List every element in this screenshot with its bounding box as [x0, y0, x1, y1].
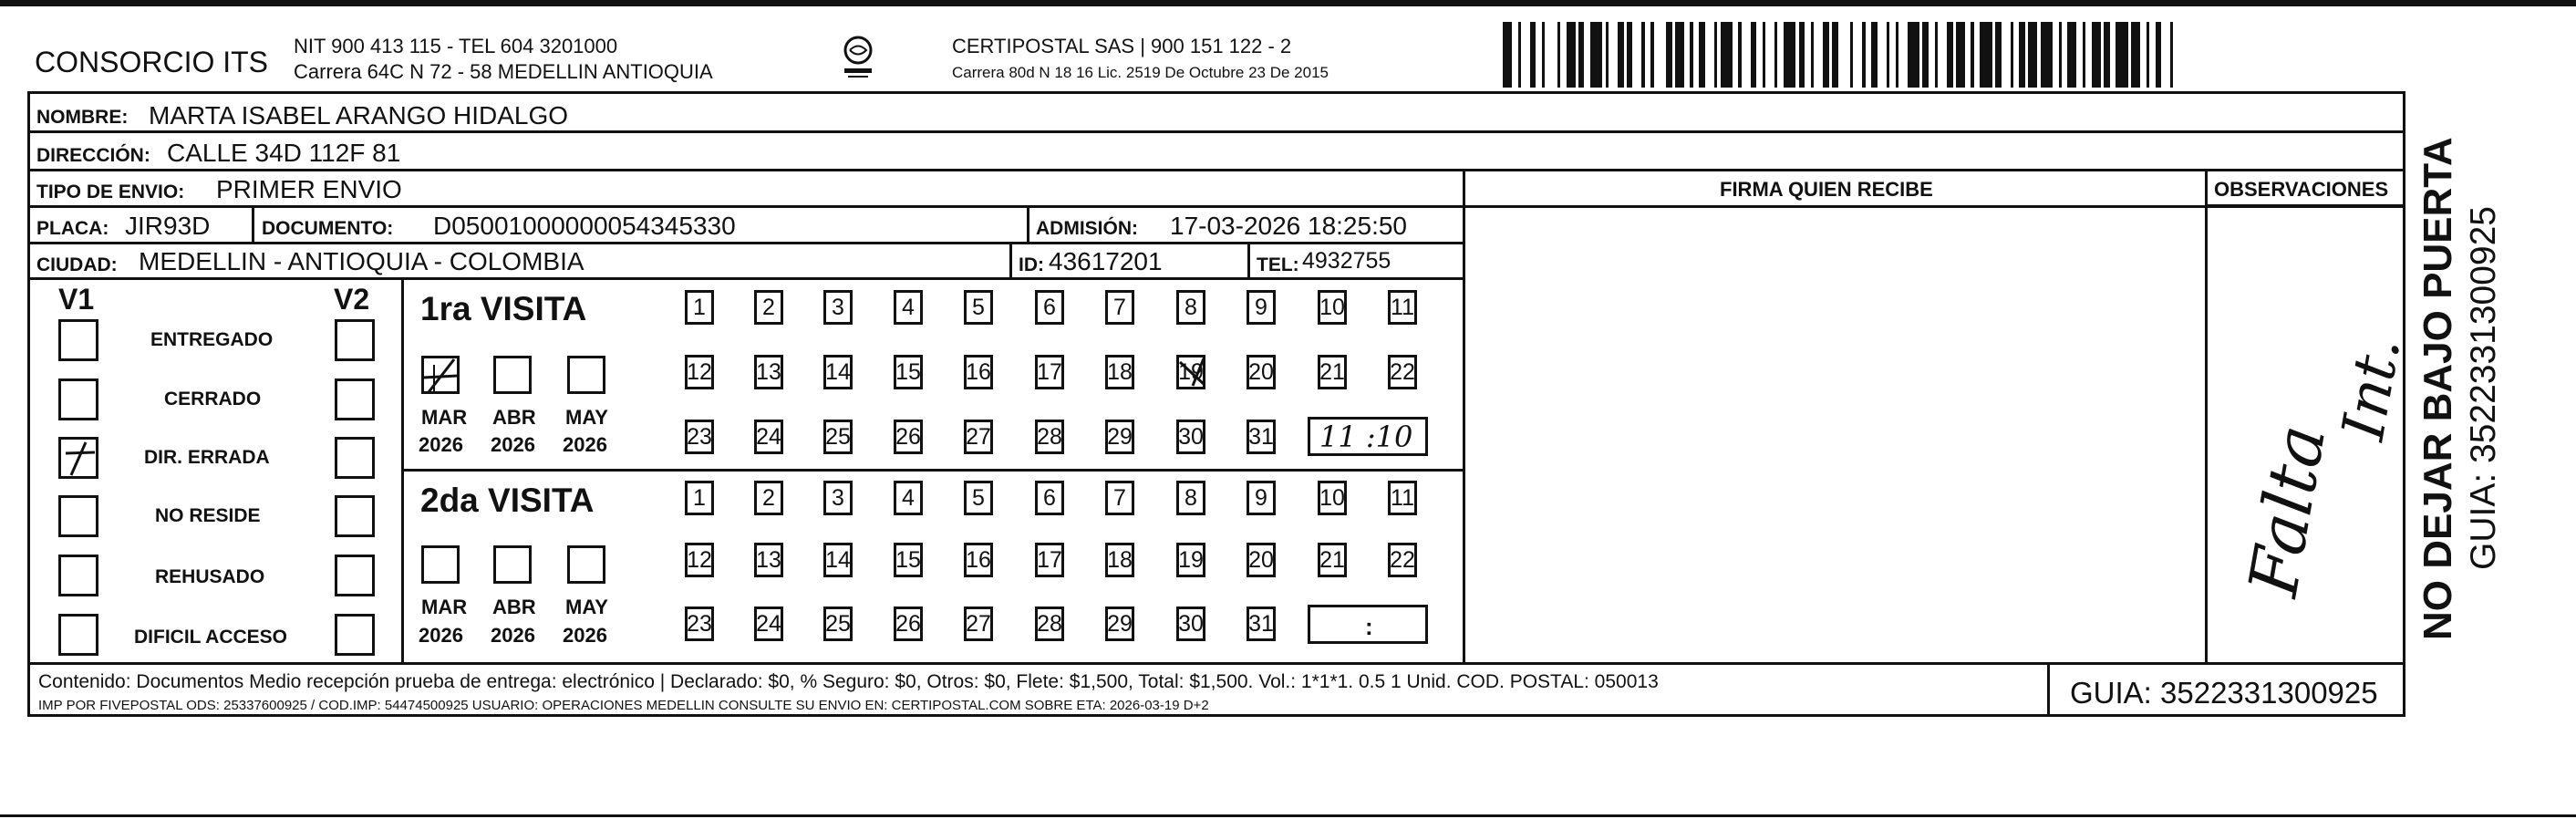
first-month-box-may[interactable] — [567, 356, 605, 394]
second-month-label-may: MAY — [565, 596, 608, 618]
first-visit-day-9[interactable]: 9 — [1247, 290, 1276, 325]
footer-guia: GUIA: 3522331300925 — [2070, 676, 2378, 710]
barcode — [1503, 22, 2179, 88]
second-visit-day-1[interactable]: 1 — [685, 481, 714, 515]
v1-checkbox-rehusado[interactable] — [58, 555, 98, 596]
documento-value: D05001000000054345330 — [433, 212, 736, 240]
status-label-dificil-acceso: DIFICIL ACCESO — [134, 627, 288, 648]
second-visit-day-2[interactable]: 2 — [754, 481, 783, 515]
first-visit-day-21[interactable]: 21 — [1318, 355, 1347, 389]
certipostal-line-1: CERTIPOSTAL SAS | 900 151 122 - 2 — [952, 35, 1292, 57]
first-visit-day-18[interactable]: 18 — [1105, 355, 1134, 389]
first-visit-day-30[interactable]: 30 — [1176, 420, 1205, 454]
side-guia: GUIA: 3522331300925 — [2464, 206, 2503, 570]
second-visit-day-24[interactable]: 24 — [754, 606, 783, 641]
documento-label: DOCUMENTO: — [262, 218, 394, 239]
second-visit-day-18[interactable]: 18 — [1105, 543, 1134, 577]
v1-header: V1 — [58, 283, 95, 316]
first-visit-day-19[interactable]: 19 — [1176, 355, 1205, 389]
second-visit-day-26[interactable]: 26 — [894, 606, 923, 641]
v2-checkbox-dificil-acceso[interactable] — [335, 614, 375, 656]
second-visit-day-25[interactable]: 25 — [823, 606, 853, 641]
v2-checkbox-rehusado[interactable] — [335, 555, 375, 596]
v1-checkbox-cerrado[interactable] — [58, 378, 98, 420]
status-label-dir-errada: DIR. ERRADA — [144, 447, 270, 468]
second-month-box-may[interactable] — [567, 545, 605, 584]
first-visit-day-11[interactable]: 11 — [1388, 290, 1417, 325]
second-year-label-3: 2026 — [563, 624, 607, 647]
company-name: CONSORCIO ITS — [35, 46, 269, 78]
first-visit-day-25[interactable]: 25 — [823, 420, 853, 454]
first-visit-day-26[interactable]: 26 — [894, 420, 923, 454]
observaciones-handwriting-1: Falta — [2234, 419, 2342, 602]
second-visit-time-box[interactable] — [1308, 605, 1428, 644]
nombre-value: MARTA ISABEL ARANGO HIDALGO — [149, 101, 569, 130]
v1-checkbox-no-reside[interactable] — [58, 495, 98, 537]
second-visit-day-9[interactable]: 9 — [1247, 481, 1276, 515]
first-visit-day-29[interactable]: 29 — [1105, 420, 1134, 454]
first-visit-day-17[interactable]: 17 — [1035, 355, 1064, 389]
v2-checkbox-dir-errada[interactable] — [335, 437, 375, 479]
first-month-label-mar: MAR — [421, 406, 468, 429]
status-label-no-reside: NO RESIDE — [155, 505, 261, 526]
first-visit-day-4[interactable]: 4 — [894, 290, 923, 325]
second-visit-day-13[interactable]: 13 — [754, 543, 783, 577]
second-visit-day-23[interactable]: 23 — [685, 606, 714, 641]
first-month-box-mar[interactable] — [421, 356, 460, 394]
second-visit-day-17[interactable]: 17 — [1035, 543, 1064, 577]
second-month-label-mar: MAR — [421, 596, 468, 618]
status-label-rehusado: REHUSADO — [155, 566, 265, 587]
v1-checkbox-dir-errada[interactable] — [58, 437, 98, 479]
first-visit-day-20[interactable]: 20 — [1247, 355, 1276, 389]
first-visit-day-24[interactable]: 24 — [754, 420, 783, 454]
nombre-label: NOMBRE: — [36, 107, 129, 128]
id-value: 43617201 — [1049, 247, 1163, 275]
second-visit-day-21[interactable]: 21 — [1318, 543, 1347, 577]
second-year-label-1: 2026 — [419, 624, 463, 647]
certipostal-logo — [837, 35, 879, 82]
first-month-label-abr: ABR — [492, 406, 536, 429]
admision-label: ADMISIÓN: — [1036, 218, 1138, 239]
second-visit-day-4[interactable]: 4 — [894, 481, 923, 515]
direccion-label: DIRECCIÓN: — [36, 145, 150, 166]
first-visit-day-16[interactable]: 16 — [964, 355, 993, 389]
second-visit-day-6[interactable]: 6 — [1035, 481, 1064, 515]
second-visit-title: 2da VISITA — [420, 482, 595, 519]
id-label: ID: — [1019, 254, 1044, 275]
first-visit-day-23[interactable]: 23 — [685, 420, 714, 454]
second-month-box-abr[interactable] — [493, 545, 532, 584]
bottom-border — [0, 814, 2576, 817]
second-visit-day-31[interactable]: 31 — [1247, 606, 1276, 641]
first-year-label-1: 2026 — [419, 433, 463, 456]
second-month-box-mar[interactable] — [421, 545, 460, 584]
second-visit-day-20[interactable]: 20 — [1247, 543, 1276, 577]
first-month-box-abr[interactable] — [493, 356, 532, 394]
v2-checkbox-no-reside[interactable] — [335, 495, 375, 537]
first-visit-day-31[interactable]: 31 — [1247, 420, 1276, 454]
first-visit-day-7[interactable]: 7 — [1105, 290, 1134, 325]
status-label-entregado: ENTREGADO — [150, 329, 274, 350]
direccion-value: CALLE 34D 112F 81 — [167, 139, 401, 167]
second-visit-day-10[interactable]: 10 — [1318, 481, 1347, 515]
first-visit-day-13[interactable]: 13 — [754, 355, 783, 389]
tel-label: TEL: — [1257, 254, 1299, 275]
first-visit-day-22[interactable]: 22 — [1388, 355, 1417, 389]
v2-checkbox-entregado[interactable] — [335, 319, 375, 361]
v2-checkbox-cerrado[interactable] — [335, 378, 375, 420]
first-visit-day-10[interactable]: 10 — [1318, 290, 1347, 325]
footer-line-1: Contenido: Documentos Medio recepción prueba de entrega: electrónico | Declarado: $0, % Seguro: $0, Otros: $0, Flete: $1,500, Total: $1,500. Vol.: 1*1*1. 0.5 1 Unid. COD. POSTAL: 050013 — [38, 671, 1659, 692]
observaciones-title: OBSERVACIONES — [2214, 178, 2389, 201]
first-visit-day-5[interactable]: 5 — [964, 290, 993, 325]
tipo-envio-value: PRIMER ENVIO — [216, 175, 402, 203]
tel-value: 4932755 — [1302, 248, 1391, 274]
first-visit-day-6[interactable]: 6 — [1035, 290, 1064, 325]
first-visit-day-8[interactable]: 8 — [1176, 290, 1205, 325]
status-label-cerrado: CERRADO — [164, 389, 262, 410]
first-visit-day-2[interactable]: 2 — [754, 290, 783, 325]
ciudad-value: MEDELLIN - ANTIOQUIA - COLOMBIA — [139, 247, 585, 275]
top-border — [0, 0, 2576, 6]
side-no-dejar: NO DEJAR BAJO PUERTA — [2416, 137, 2460, 640]
second-visit-day-12[interactable]: 12 — [685, 543, 714, 577]
second-visit-day-15[interactable]: 15 — [894, 543, 923, 577]
first-year-label-3: 2026 — [563, 433, 607, 456]
placa-value: JIR93D — [125, 212, 211, 240]
v2-header: V2 — [334, 283, 370, 316]
first-visit-time-box[interactable] — [1308, 417, 1428, 456]
second-month-label-abr: ABR — [492, 596, 536, 618]
certipostal-line-2: Carrera 80d N 18 16 Lic. 2519 De Octubre 23 De 2015 — [952, 64, 1329, 81]
second-visit-day-19[interactable]: 19 — [1176, 543, 1205, 577]
placa-label: PLACA: — [36, 218, 109, 239]
ciudad-label: CIUDAD: — [36, 254, 118, 275]
second-visit-day-22[interactable]: 22 — [1388, 543, 1417, 577]
first-year-label-2: 2026 — [491, 433, 535, 456]
first-month-label-may: MAY — [565, 406, 608, 429]
second-visit-day-27[interactable]: 27 — [964, 606, 993, 641]
tipo-envio-label: TIPO DE ENVIO: — [36, 181, 185, 202]
firma-title: FIRMA QUIEN RECIBE — [1720, 178, 1933, 201]
second-visit-day-11[interactable]: 11 — [1388, 481, 1417, 515]
second-year-label-2: 2026 — [491, 624, 535, 647]
second-visit-day-14[interactable]: 14 — [823, 543, 853, 577]
first-visit-day-27[interactable]: 27 — [964, 420, 993, 454]
footer-line-2: IMP POR FIVEPOSTAL ODS: 25337600925 / COD.IMP: 54474500925 USUARIO: OPERACIONES MEDELLIN CONSULTE SU ENVIO EN: CERTIPOSTAL.COM SOBRE ETA: 2026-03-19 D+2 — [38, 698, 1209, 713]
first-visit-day-1[interactable]: 1 — [685, 290, 714, 325]
second-visit-day-28[interactable]: 28 — [1035, 606, 1064, 641]
v1-checkbox-entregado[interactable] — [58, 319, 98, 361]
second-visit-time: : — [1365, 613, 1373, 640]
first-visit-day-28[interactable]: 28 — [1035, 420, 1064, 454]
first-visit-day-mark-icon — [1176, 355, 1207, 389]
first-visit-time: 11 :10 — [1319, 420, 1413, 454]
second-visit-day-7[interactable]: 7 — [1105, 481, 1134, 515]
observaciones-handwriting-2: Int. — [2330, 332, 2415, 445]
admision-value: 17-03-2026 18:25:50 — [1170, 212, 1407, 240]
company-line-2: Carrera 64C N 72 - 58 MEDELLIN ANTIOQUIA — [294, 60, 713, 83]
v1-checkbox-dificil-acceso[interactable] — [58, 614, 98, 656]
first-visit-day-15[interactable]: 15 — [894, 355, 923, 389]
company-line-1: NIT 900 413 115 - TEL 604 3201000 — [294, 35, 618, 57]
second-visit-day-3[interactable]: 3 — [823, 481, 853, 515]
second-visit-day-30[interactable]: 30 — [1176, 606, 1205, 641]
first-visit-day-3[interactable]: 3 — [823, 290, 853, 325]
second-visit-day-8[interactable]: 8 — [1176, 481, 1205, 515]
second-visit-day-16[interactable]: 16 — [964, 543, 993, 577]
first-visit-day-14[interactable]: 14 — [823, 355, 853, 389]
first-visit-title: 1ra VISITA — [420, 290, 587, 327]
second-visit-day-29[interactable]: 29 — [1105, 606, 1134, 641]
second-visit-day-5[interactable]: 5 — [964, 481, 993, 515]
first-visit-day-12[interactable]: 12 — [685, 355, 714, 389]
